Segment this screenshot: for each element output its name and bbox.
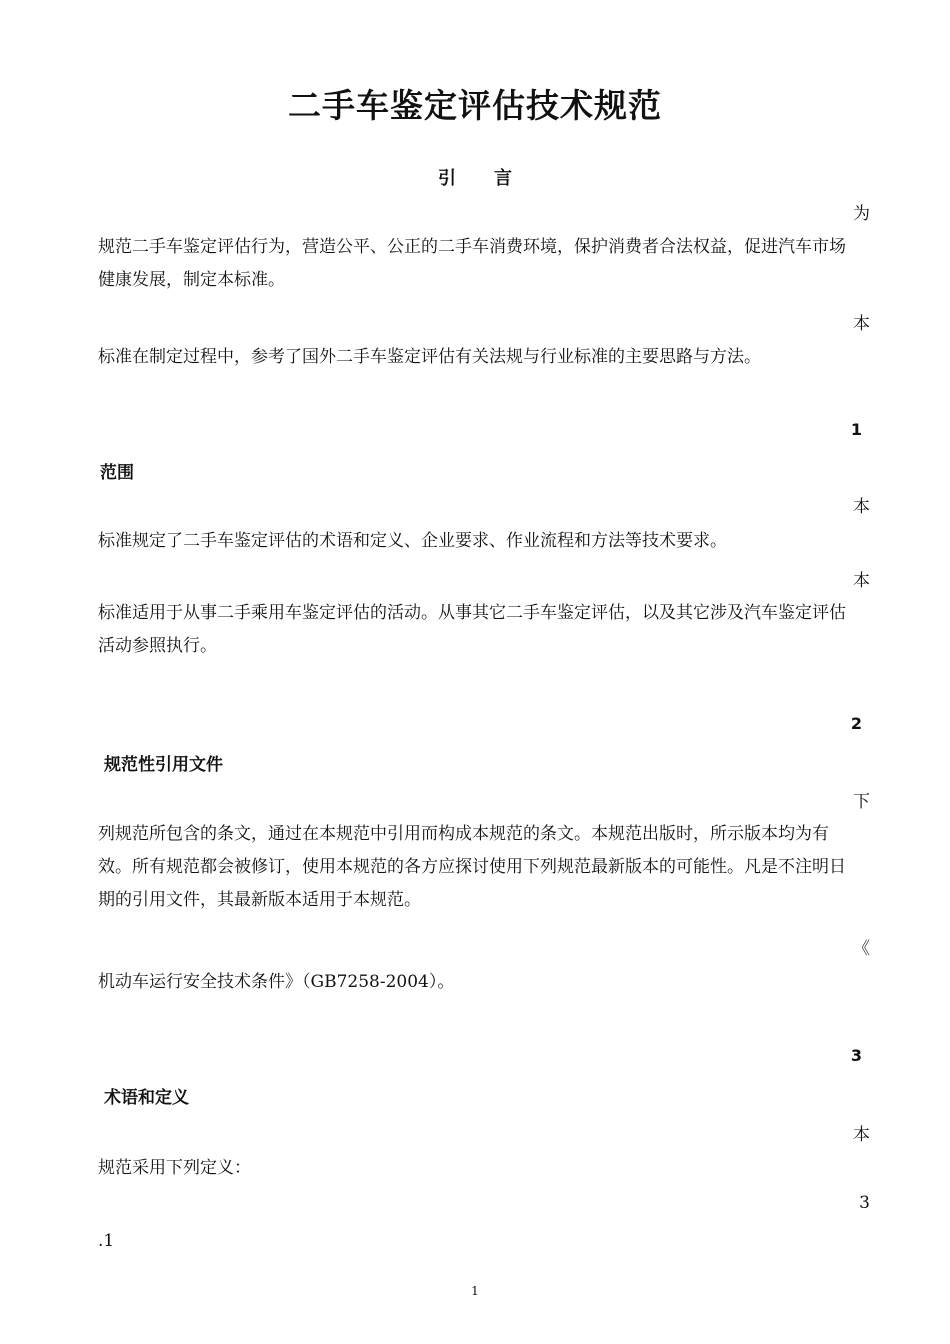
intro-heading-left: 引 [438, 168, 456, 189]
section-1-paragraph-2-lead: 本 [853, 571, 870, 591]
section-1-paragraph-2: 标准适用于从事二手乘用车鉴定评估的活动。从事其它二手车鉴定评估，以及其它涉及汽车鉴定评估活动参照执行。 [98, 603, 846, 656]
subclause-3-1-lead: 3 [859, 1193, 870, 1213]
intro-heading-right: 言 [494, 168, 512, 189]
intro-paragraph-2: 标准在制定过程中，参考了国外二手车鉴定评估有关法规与行业标准的主要思路与方法。 [98, 347, 761, 367]
section-2-paragraph-1-lead: 下 [853, 792, 870, 812]
subclause-3-1-number: .1 [98, 1231, 115, 1251]
section-3-paragraph-1: 规范采用下列定义： [98, 1158, 251, 1178]
section-2-title: 规范性引用文件 [104, 755, 223, 775]
section-1-paragraph-1: 标准规定了二手车鉴定评估的术语和定义、企业要求、作业流程和方法等技术要求。 [98, 531, 727, 551]
intro-paragraph-1: 规范二手车鉴定评估行为，营造公平、公正的二手车消费环境，保护消费者合法权益，促进汽车市场健康发展，制定本标准。 [98, 237, 846, 290]
section-3-paragraph-1-lead: 本 [853, 1125, 870, 1145]
section-1-paragraph-1-lead: 本 [853, 497, 870, 517]
section-2-number: 2 [850, 714, 862, 733]
document-title: 二手车鉴定评估技术规范 [288, 86, 662, 125]
section-2-paragraph-2-lead: 《 [853, 939, 870, 959]
page-number: 1 [471, 1284, 479, 1298]
intro-paragraph-2-lead: 本 [853, 314, 870, 334]
intro-paragraph-1-lead: 为 [853, 204, 870, 224]
section-3-number: 3 [850, 1046, 862, 1065]
section-1-number: 1 [850, 420, 862, 439]
section-1-title: 范围 [100, 463, 134, 483]
section-2-paragraph-2: 机动车运行安全技术条件》（GB7258-2004）。 [98, 972, 455, 992]
section-3-title: 术语和定义 [104, 1088, 189, 1108]
section-2-paragraph-1: 列规范所包含的条文，通过在本规范中引用而构成本规范的条文。本规范出版时，所示版本均为有效。所有规范都会被修订，使用本规范的各方应探讨使用下列规范最新版本的可能性。凡是不注明日期的引用文件，其最新版本适用于本规范。 [98, 824, 846, 910]
intro-heading [0, 164, 950, 190]
